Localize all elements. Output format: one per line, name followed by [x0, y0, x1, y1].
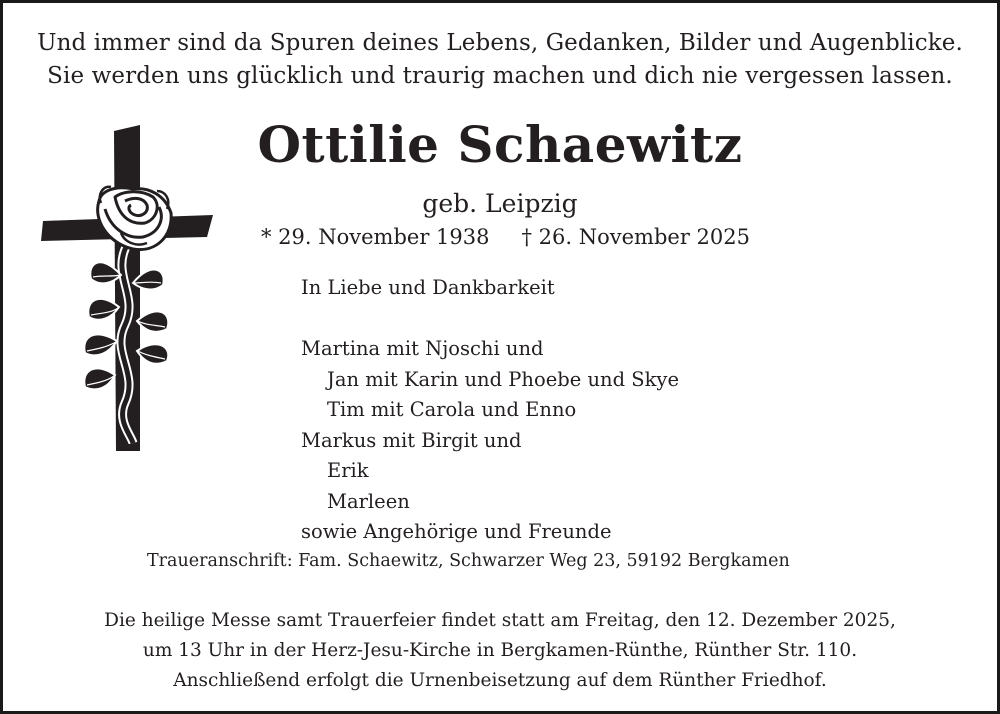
- mourners-intro: In Liebe und Dankbarkeit: [301, 276, 555, 299]
- deceased-name: Ottilie Schaewitz: [257, 115, 743, 174]
- service-details: [3, 606, 997, 696]
- mourner-line: Martina mit Njoschi und: [301, 337, 544, 360]
- service-line-2: um 13 Uhr in der Herz-Jesu-Kirche in Bergkamen-Rünthe, Rünther Str. 110.: [142, 640, 858, 661]
- service-line-3: Anschließend erfolgt die Urnenbeisetzung auf dem Rünther Friedhof.: [173, 670, 827, 691]
- mourner-line: Erik: [327, 459, 369, 482]
- mourners-block: [301, 273, 679, 548]
- mourner-line: sowie Angehörige und Freunde: [301, 520, 612, 543]
- birth-date: * 29. November 1938: [261, 225, 490, 249]
- mourner-line: Tim mit Carola und Enno: [327, 398, 577, 421]
- life-dates: [261, 225, 750, 249]
- mourner-line: Jan mit Karin und Phoebe und Skye: [327, 367, 679, 391]
- motto-quote: [3, 27, 997, 93]
- mourning-address: Traueranschrift: Fam. Schaewitz, Schwarzer Weg 23, 59192 Bergkamen: [147, 551, 790, 571]
- mourner-line: Marleen: [327, 489, 410, 513]
- cross-with-rose-icon: [41, 125, 217, 455]
- birth-name: geb. Leipzig: [422, 189, 578, 218]
- death-date: † 26. November 2025: [521, 225, 750, 249]
- motto-line-1: Und immer sind da Spuren deines Lebens, Gedanken, Bilder und Augenblicke.: [37, 30, 963, 56]
- mourner-line: Markus mit Birgit und: [301, 428, 522, 452]
- service-line-1: Die heilige Messe samt Trauerfeier findet statt am Freitag, den 12. Dezember 2025,: [104, 610, 896, 631]
- motto-line-2: Sie werden uns glücklich und traurig machen und dich nie vergessen lassen.: [47, 63, 953, 89]
